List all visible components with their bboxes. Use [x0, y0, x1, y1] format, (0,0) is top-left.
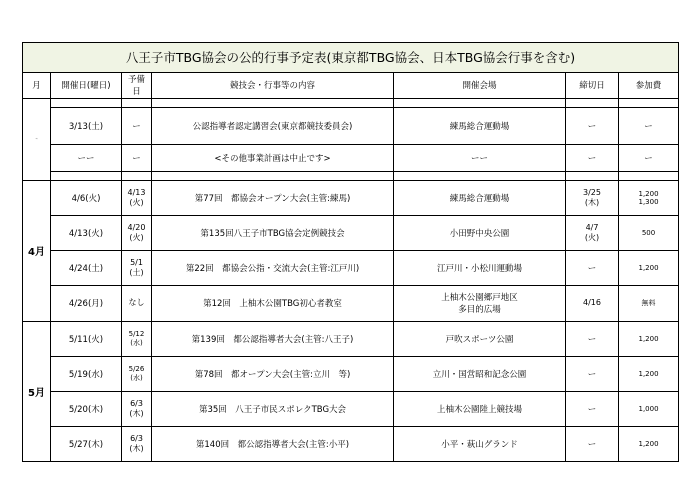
cell-reserve: 5/26 (水): [122, 356, 152, 391]
cell-reserve: ー: [122, 107, 152, 144]
table-row: [23, 321, 679, 356]
month-april: 4月: [23, 180, 51, 321]
cell-fee: 500: [619, 215, 679, 250]
cell-event: 第78回 都オープン大会(主管:立川 等): [152, 356, 394, 391]
cell-date: 4/24(土): [51, 250, 122, 285]
table-row: [23, 215, 679, 250]
cell-deadline: ー: [566, 250, 619, 285]
cell-fee: 1,200: [619, 250, 679, 285]
spacer-row: [23, 98, 679, 107]
cell-venue: ーー: [394, 144, 566, 171]
cell-reserve: なし: [122, 285, 152, 321]
cell-event: <その他事業計画は中止です>: [152, 144, 394, 171]
cell-venue: 江戸川・小松川運動場: [394, 250, 566, 285]
cell-date: 4/13(火): [51, 215, 122, 250]
cell-fee: 1,000: [619, 391, 679, 426]
cell-event: 第140回 都公認指導者大会(主管:小平): [152, 426, 394, 461]
cell-event: 第35回 八王子市民スポレクTBG大会: [152, 391, 394, 426]
cell-venue: 小平・萩山グランド: [394, 426, 566, 461]
cell-event: 公認指導者認定講習会(東京都競技委員会): [152, 107, 394, 144]
cell-deadline: 4/7 (火): [566, 215, 619, 250]
cell-fee: 1,200: [619, 426, 679, 461]
cell-fee: 無料: [619, 285, 679, 321]
cell-venue: 練馬総合運動場: [394, 107, 566, 144]
cell-reserve: 4/13 (火): [122, 180, 152, 215]
header-fee: 参加費: [619, 72, 679, 98]
cell-venue: 小田野中央公園: [394, 215, 566, 250]
header-venue: 開催会場: [394, 72, 566, 98]
cell-event: 第135回八王子市TBG協会定例競技会: [152, 215, 394, 250]
cell-date: 5/19(水): [51, 356, 122, 391]
cell-date: 3/13(土): [51, 107, 122, 144]
cell-reserve: 6/3 (木): [122, 426, 152, 461]
cell-deadline: ー: [566, 144, 619, 171]
cell-reserve: 4/20 (火): [122, 215, 152, 250]
table-row: [23, 285, 679, 321]
cell-deadline: 4/16: [566, 285, 619, 321]
header-event: 競技会・行事等の内容: [152, 72, 394, 98]
schedule-table: [22, 42, 679, 462]
table-row: [23, 107, 679, 144]
table-row: [23, 391, 679, 426]
month-march: 3月: [23, 98, 51, 180]
table-row: [23, 144, 679, 171]
cell-venue: 戸吹スポーツ公園: [394, 321, 566, 356]
cell-fee: ー: [619, 107, 679, 144]
table-row: [23, 250, 679, 285]
cell-reserve: 6/3 (木): [122, 391, 152, 426]
cell-reserve: 5/12 (水): [122, 321, 152, 356]
cell-deadline: ー: [566, 321, 619, 356]
cell-reserve: 5/1 (土): [122, 250, 152, 285]
cell-date: 5/20(木): [51, 391, 122, 426]
table-row: [23, 180, 679, 215]
month-may: 5月: [23, 321, 51, 461]
cell-venue: 練馬総合運動場: [394, 180, 566, 215]
header-deadline: 締切日: [566, 72, 619, 98]
cell-venue: 上柚木公園郷戸地区 多目的広場: [394, 285, 566, 321]
cell-date: 5/11(火): [51, 321, 122, 356]
cell-venue: 立川・国営昭和記念公園: [394, 356, 566, 391]
cell-date: 5/27(木): [51, 426, 122, 461]
header-month: 月: [23, 72, 51, 98]
header-row: [23, 72, 679, 98]
cell-deadline: 3/25 (木): [566, 180, 619, 215]
table-title: 八王子市TBG協会の公的行事予定表(東京都TBG協会、日本TBG協会行事を含む): [23, 43, 679, 73]
table-row: [23, 426, 679, 461]
cell-venue: 上柚木公園陸上競技場: [394, 391, 566, 426]
spacer-row: [23, 171, 679, 180]
cell-reserve: ー: [122, 144, 152, 171]
cell-event: 第77回 都協会オープン大会(主管:練馬): [152, 180, 394, 215]
cell-event: 第139回 都公認指導者大会(主管:八王子): [152, 321, 394, 356]
cell-deadline: ー: [566, 107, 619, 144]
header-date: 開催日(曜日): [51, 72, 122, 98]
cell-event: 第22回 都協会公指・交流大会(主管:江戸川): [152, 250, 394, 285]
cell-deadline: ー: [566, 391, 619, 426]
cell-fee: 1,200 1,300: [619, 180, 679, 215]
cell-fee: 1,200: [619, 321, 679, 356]
cell-date: 4/26(月): [51, 285, 122, 321]
cell-deadline: ー: [566, 356, 619, 391]
header-reserve: 予備日: [122, 72, 152, 98]
table-row: [23, 356, 679, 391]
cell-date: ーー: [51, 144, 122, 171]
cell-deadline: ー: [566, 426, 619, 461]
cell-fee: 1,200: [619, 356, 679, 391]
cell-event: 第12回 上柚木公園TBG初心者教室: [152, 285, 394, 321]
cell-date: 4/6(火): [51, 180, 122, 215]
cell-fee: ー: [619, 144, 679, 171]
